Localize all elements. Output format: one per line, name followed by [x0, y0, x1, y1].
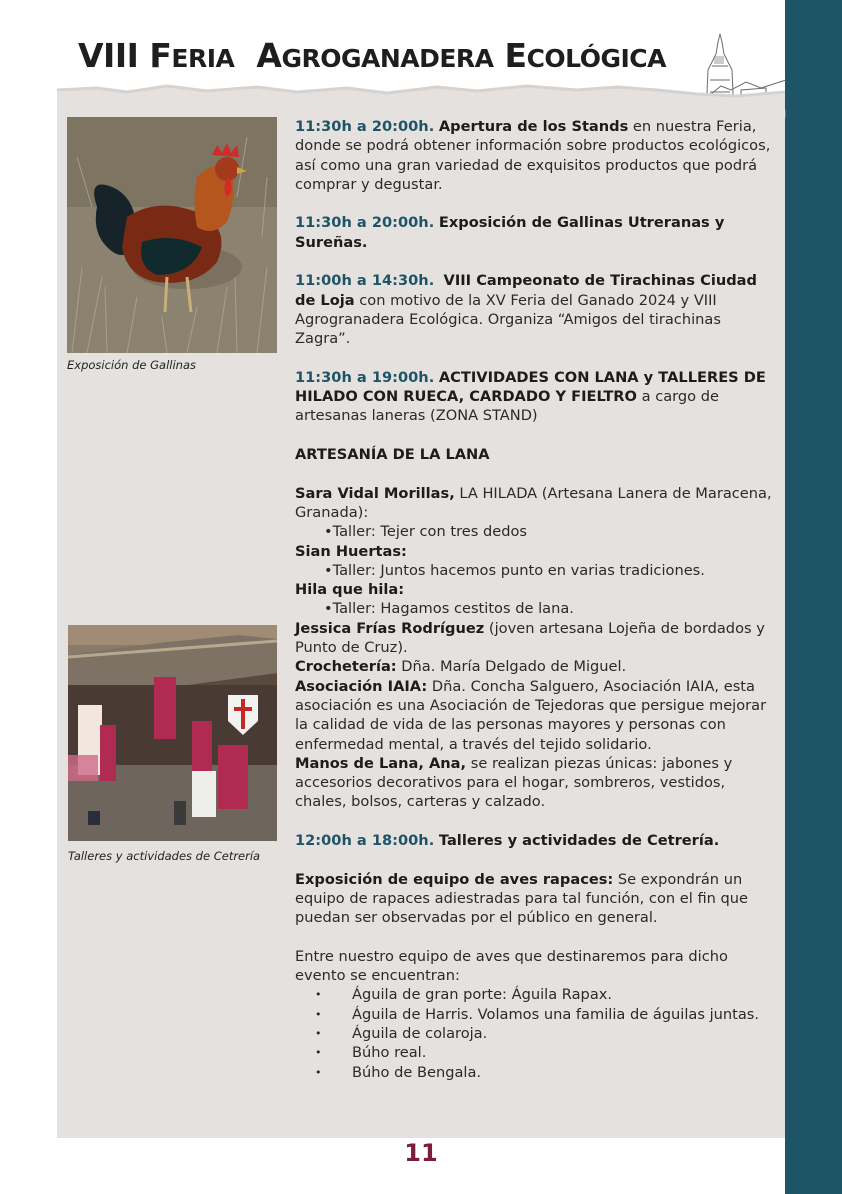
workshop-item: •Taller: Hagamos cestitos de lana. — [324, 600, 574, 618]
artisan-jessica: Jessica Frías Rodríguez (joven artesana Lojeña de bordados y Punto de Cruz). — [295, 619, 765, 657]
page-number: 11 — [404, 1139, 438, 1167]
event-hens: 11:30h a 20:00h. Exposición de Gallinas Utreranas y Sureñas. — [295, 214, 725, 251]
rooster-photo — [67, 117, 277, 353]
artisan-crocheteria: Crochetería: Dña. María Delgado de Miguel. — [295, 658, 627, 676]
raptor-exhibition: Exposición de equipo de aves rapaces: Se expondrán un equipo de rapaces adiestradas para tal función, con el fin que puedan ser observadas por el público en general. — [295, 870, 749, 927]
event-slingshot: 11:00h a 14:30h. VIII Campeonato de Tirachinas Ciudad de Loja con motivo de la XV Feria del Ganado 2024 y VIII Agrogranadera Ecológica. Organiza “Amigos del tirachinas Zagra”. — [295, 272, 757, 348]
artisan-hila: Hila que hila: — [295, 581, 405, 599]
artisan-manos-de-lana: Manos de Lana, Ana, se realizan piezas únicas: jabones y accesorios decorativos para el hogar, sombreros, vestidos, chales, bolsos, carteras y calzado. — [295, 754, 733, 811]
list-item: • Águila de gran porte: Águila Rapax. — [295, 985, 775, 1004]
list-item: • Búho real. — [295, 1043, 775, 1062]
workshop-item: •Taller: Juntos hacemos punto en varias tradiciones. — [324, 561, 705, 579]
torn-paper-edge — [57, 78, 785, 118]
market-stand-photo — [68, 625, 277, 841]
artisan-sian: Sian Huertas: — [295, 542, 407, 560]
list-item: • Búho de Bengala. — [295, 1063, 775, 1082]
photo-caption-falconry: Talleres y actividades de Cetrería — [68, 849, 261, 863]
event-falconry: 12:00h a 18:00h. Talleres y actividades de Cetrería. — [295, 831, 720, 849]
list-item: • Águila de Harris. Volamos una familia de águilas juntas. — [295, 1005, 775, 1024]
teal-sidebar — [785, 0, 842, 1194]
photo-caption-hens: Exposición de Gallinas — [67, 358, 196, 372]
program-text — [295, 117, 775, 1082]
bird-list — [295, 985, 775, 1081]
event-wool-activities: 11:30h a 19:00h. ACTIVIDADES CON LANA y TALLERES DE HILADO CON RUECA, CARDADO Y FIELTRO a cargo de artesanas laneras (ZONA STAND) — [295, 368, 766, 425]
artisan-iaia: Asociación IAIA: Dña. Concha Salguero, Asociación IAIA, esta asociación es una Asociación de Tejedoras que persigue mejorar la calidad de vida de las personas mayores y personas con enfermedad mental, a través del tejido solidario. — [295, 677, 767, 753]
page-title: VIII FERIA AGROGANADERA ECOLÓGICA — [78, 36, 666, 75]
event-stands: 11:30h a 20:00h. Apertura de los Stands en nuestra Feria, donde se podrá obtener información sobre productos ecológicos, así como una gran variedad de exquisitos productos que podrá comprar y degustar. — [295, 118, 771, 193]
list-item: • Águila de colaroja. — [295, 1024, 775, 1043]
artisan-sara: Sara Vidal Morillas, LA HILADA (Artesana Lanera de Maracena, Granada): — [295, 484, 772, 521]
birds-intro: Entre nuestro equipo de aves que destinaremos para dicho evento se encuentran: — [295, 947, 728, 985]
workshop-item: •Taller: Tejer con tres dedos — [324, 523, 528, 541]
section-heading-wool: ARTESANÍA DE LA LANA — [295, 446, 490, 464]
